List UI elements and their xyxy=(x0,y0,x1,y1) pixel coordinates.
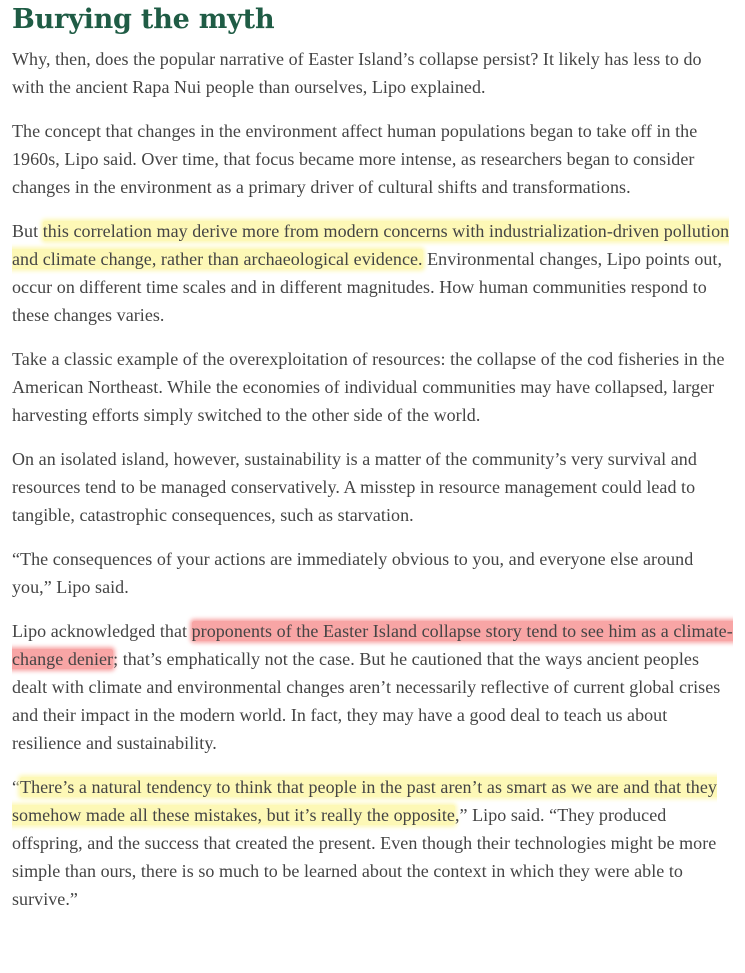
paragraph-8-tail: ,” Lipo said. “They produced offspring, and the success that created the present. Even though their technologies might be more simple than ours, there is so much to be learned about the context in which they were able to survive.” xyxy=(12,805,717,909)
article-body xyxy=(0,3,745,913)
paragraph-8 xyxy=(12,773,733,913)
paragraph-7-lead: Lipo acknowledged that xyxy=(12,621,192,641)
paragraph-7 xyxy=(12,617,733,757)
paragraph-1: Why, then, does the popular narrative of Easter Island’s collapse persist? It likely has less to do with the ancient Rapa Nui people than ourselves, Lipo explained. xyxy=(12,49,702,97)
paragraph-3-lead: But xyxy=(12,221,43,241)
highlight-yellow[interactable]: There’s a natural tendency to think that people in the past aren’t as smart as we are and that they somehow made all these mistakes, but it’s really the opposite xyxy=(12,777,717,825)
paragraph-7-tail: ; that’s emphatically not the case. But he cautioned that the ways ancient peoples dealt with climate and environmental changes aren’t necessarily reflective of current global crises and their impact in the modern world. In fact, they may have a good deal to teach us about resilience and sustainability. xyxy=(12,649,721,753)
paragraph-8-lead: “ xyxy=(12,777,21,797)
paragraph-4: Take a classic example of the overexploitation of resources: the collapse of the cod fisheries in the American Northeast. While the economies of individual communities may have collapsed, larger harvesting efforts simply switched to the other side of the world. xyxy=(12,349,725,425)
paragraph-6: “The consequences of your actions are immediately obvious to you, and everyone else around you,” Lipo said. xyxy=(12,549,694,597)
paragraph-2: The concept that changes in the environment affect human populations began to take off in the 1960s, Lipo said. Over time, that focus became more intense, as researchers began to consider changes in the environment as a primary driver of cultural shifts and transformations. xyxy=(12,121,698,197)
section-heading: Burying the myth xyxy=(12,4,275,35)
paragraph-5: On an isolated island, however, sustainability is a matter of the community’s very survival and resources tend to be managed conservatively. A misstep in resource management could lead to tangible, catastrophic consequences, such as starvation. xyxy=(12,449,697,525)
paragraph-3-tail: Environmental changes, Lipo points out, occur on different time scales and in different magnitudes. How human communities respond to these changes varies. xyxy=(12,249,723,325)
paragraph-3 xyxy=(12,217,733,329)
highlight-yellow[interactable]: this correlation may derive more from modern concerns with industrialization-driven pollution and climate change, rather than archaeological evidence. xyxy=(12,221,730,269)
highlight-red[interactable]: proponents of the Easter Island collapse story tend to see him as a climate-change denier xyxy=(12,621,733,669)
